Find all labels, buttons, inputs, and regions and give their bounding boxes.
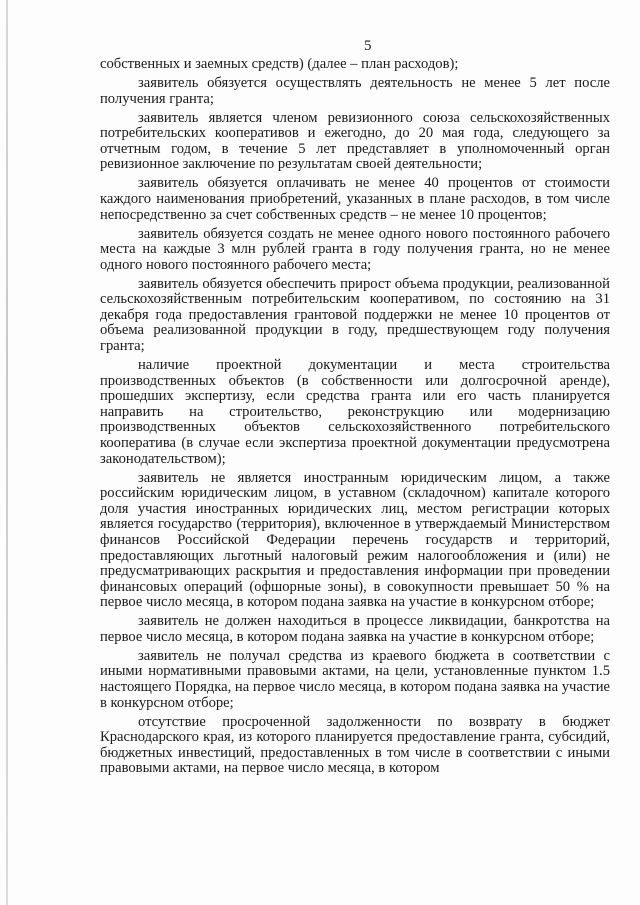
paragraph-11: отсутствие просроченной задолженности по возврату в бюджет Краснодарского края, из которого планируется предоставление гранта, субсидий, бюджетных инвестиций, предоставленных в том числе в соответствии с иными правовыми актами, на первое число месяца, в котором xyxy=(100,713,610,777)
paragraph-9: заявитель не должен находиться в процессе ликвидации, банкротства на первое число месяца, в котором подана заявка на участие в конкурсном отборе; xyxy=(100,613,610,645)
paragraph-4: заявитель обязуется оплачивать не менее 40 процентов от стоимости каждого наименования приобретений, указанных в плане расходов, в том числе непосредственно за счет собственных средств – не менее 10 процентов; xyxy=(100,175,610,223)
paragraph-8: заявитель не является иностранным юридическим лицом, а также российским юридическим лицом, в уставном (складочном) капитале которого доля участия иностранных юридических лиц, местом регистрации которых является государство (территория), включенное в утверждаемый Министерством финансов Российской Федерации перечень государств и территорий, предоставляющих льготный налоговый режим налогообложения и (или) не предусматривающих раскрытия и предоставления информации при проведении финансовых операций (офшорные зоны), в совокупности превышает 50 % на первое число месяца, в котором подана заявка на участие в конкурсном отборе; xyxy=(100,469,610,611)
page-number: 5 xyxy=(364,38,372,54)
page-binding-edge xyxy=(6,0,8,905)
paragraph-7: наличие проектной документации и места строительства производственных объектов (в собственности или долгосрочной аренде), прошедших экспертизу, если средства гранта или его часть планируется направить на строительство, реконструкцию или модернизацию производственных объектов сельскохозяйственного потребительского кооператива (в случае если экспертиза проектной документации предусмотрена законодательством); xyxy=(100,357,610,467)
paragraph-2: заявитель обязуется осуществлять деятельность не менее 5 лет после получения гранта; xyxy=(100,74,610,107)
paragraph-10: заявитель не получал средства из краевого бюджета в соответствии с иными нормативными правовыми актами, на цели, установленные пунктом 1.5 настоящего Порядка, на первое число месяца, в котором подана заявка на участие в конкурсном отборе; xyxy=(100,647,610,711)
paragraph-1: собственных и заемных средств) (далее – план расходов); xyxy=(100,56,459,72)
paragraph-6: заявитель обязуется обеспечить прирост объема продукции, реализованной сельскохозяйственным потребительским кооперативом, по состоянию на 31 декабря года предоставления грантовой поддержки не менее 10 процентов от объема реализованной продукции в году, предшествующем году получения гранта; xyxy=(100,275,610,355)
paragraph-5: заявитель обязуется создать не менее одного нового постоянного рабочего места на каждые 3 млн рублей гранта в году получения гранта, но не менее одного нового постоянного рабочего места; xyxy=(100,225,610,273)
paragraph-3: заявитель является членом ревизионного союза сельскохозяйственных потребительских кооперативов и ежегодно, до 20 мая года, следующего за отчетным годом, в течение 5 лет представляет в уполномоченный орган ревизионное заключение по результатам своей деятельности; xyxy=(100,109,610,173)
document-body xyxy=(100,57,610,780)
